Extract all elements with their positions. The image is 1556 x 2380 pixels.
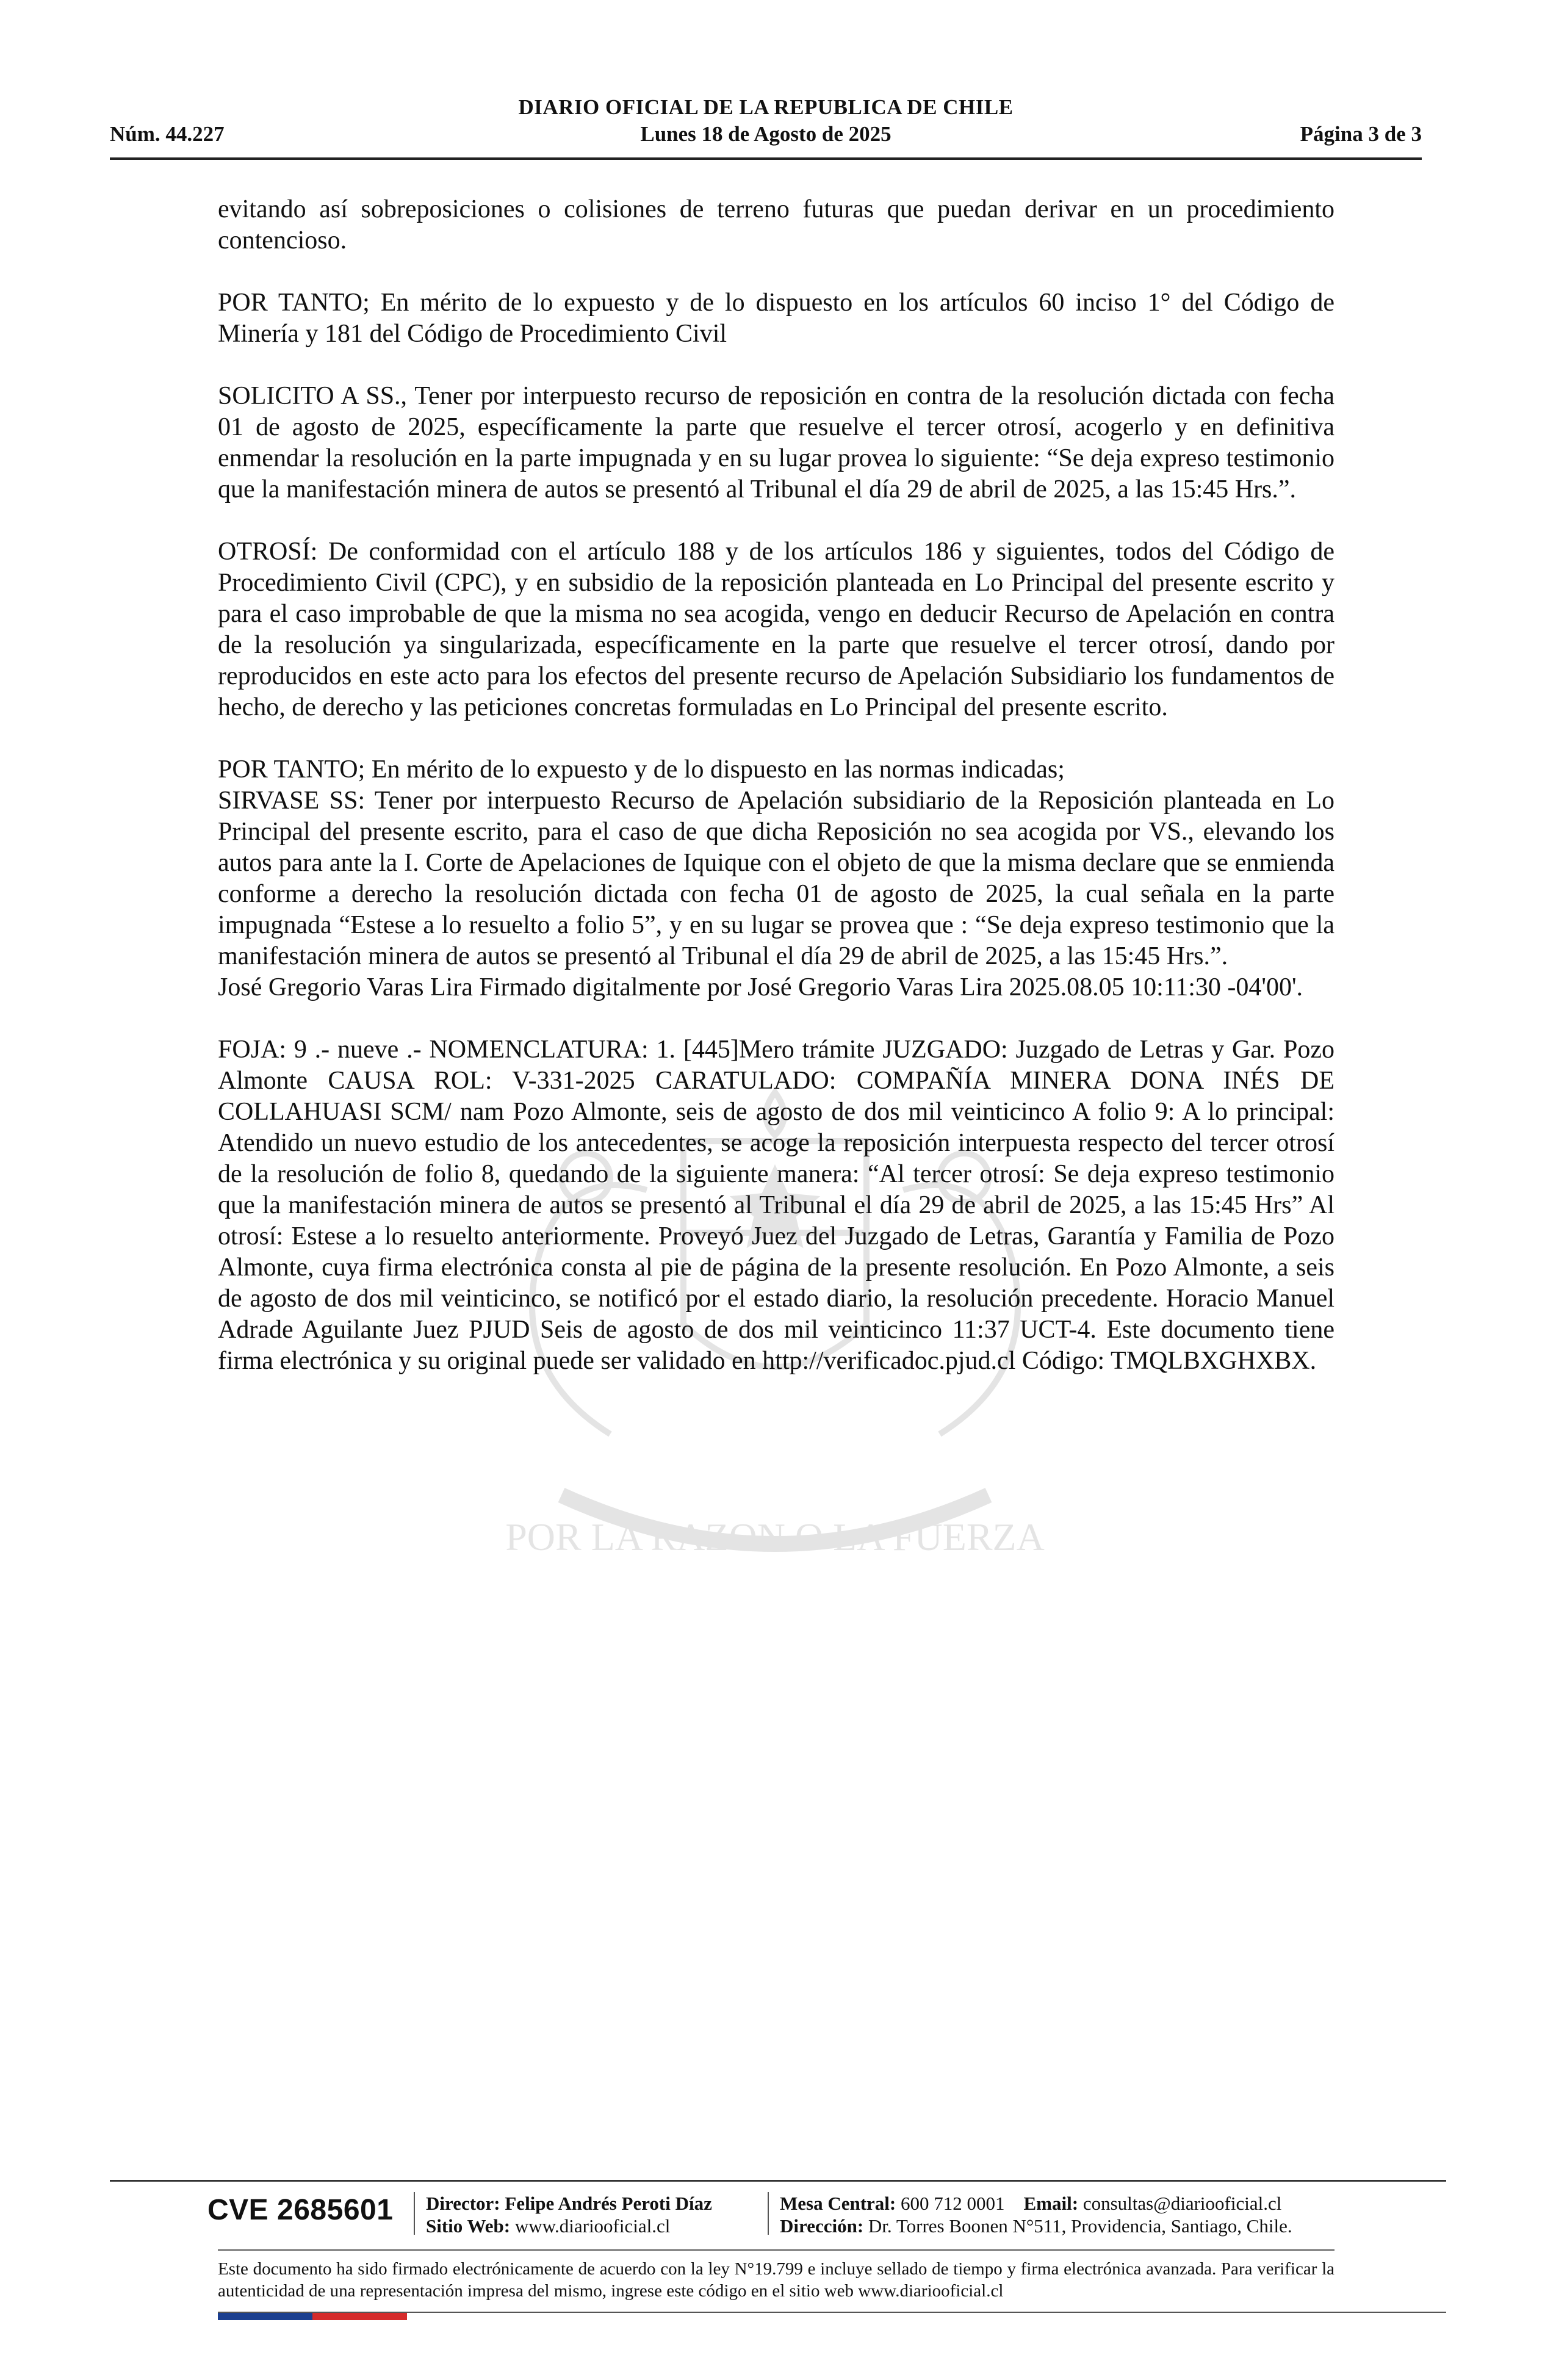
footer-director-block xyxy=(426,2192,712,2237)
email-link[interactable]: consultas@diariooficial.cl xyxy=(1082,2193,1282,2214)
director-name: Felipe Andrés Peroti Díaz xyxy=(505,2193,712,2214)
paragraph: SOLICITO A SS., Tener por interpuesto recurso de reposición en contra de la resolución dictada con fecha 01 de agosto de 2025, específicamente la parte que resuelve el tercer otrosí, acogerlo y en definitiva enmendar la resolución en la parte impugnada y en su lugar provea lo siguiente: “Se deja expreso testimonio que la manifestación minera de autos se presentó al Tribunal el día 29 de abril de 2025, a las 15:45 Hrs.”. xyxy=(218,382,1334,503)
footer-divider xyxy=(218,2249,1334,2251)
issue-number: Núm. 44.227 xyxy=(110,122,225,146)
director-label: Director: xyxy=(426,2193,500,2214)
document-body xyxy=(218,194,1334,1408)
email-label: Email: xyxy=(1023,2193,1079,2214)
watermark-motto: POR LA RAZON O LA FUERZA xyxy=(505,1515,1045,1559)
page-number: Página 3 de 3 xyxy=(1300,122,1422,146)
paragraph: OTROSÍ: De conformidad con el artículo 188 y de los artículos 186 y siguientes, todos del Código de Procedimiento Civil (CPC), y en subsidio de la reposición planteada en Lo Principal del presente escrito y para el caso improbable de que la misma no sea acogida, vengo en deducir Recurso de Apelación en contra de la resolución ya singularizada, específicamente en la parte que resuelve el tercer otrosí, dando por reproducidos en este acto para los efectos del presente recurso de Apelación Subsidiario los fundamentos de hecho, de derecho y las peticiones concretas formuladas en Lo Principal del presente escrito. xyxy=(218,538,1334,721)
paragraph: evitando así sobreposiciones o colisiones de terreno futuras que puedan derivar en un procedimiento contencioso. xyxy=(218,195,1334,254)
address-label: Dirección: xyxy=(780,2215,864,2237)
page-header xyxy=(110,92,1422,160)
flag-blue-segment xyxy=(218,2313,312,2320)
flag-red-segment xyxy=(312,2313,407,2320)
phone-value: 600 712 0001 xyxy=(901,2193,1005,2214)
paragraph: FOJA: 9 .- nueve .- NOMENCLATURA: 1. [445]Mero trámite JUZGADO: Juzgado de Letras y Gar. Pozo Almonte CAUSA ROL: V-331-2025 CARATULADO: COMPAÑÍA MINERA DONA INÉS DE COLLAHUASI SCM/ nam Pozo Almonte, seis de agosto de dos mil veinticinco A folio 9: A lo principal: Atendido un nuevo estudio de los antecedentes, se acoge la reposición interpuesta respecto del tercer otrosí de la resolución de folio 8, quedando de la siguiente manera: “Al tercer otrosí: Se deja expreso testimonio que la manifestación minera de autos se presentó al Tribunal el día 29 de abril de 2025, a las 15:45 Hrs” Al otrosí: Estese a lo resuelto anteriormente. Proveyó Juez del Juzgado de Letras, Garantía y Familia de Pozo Almonte, cuya firma electrónica consta al pie de página de la presente resolución. En Pozo Almonte, a seis de agosto de dos mil veinticinco, se notificó por el estado diario, la resolución precedente. Horacio Manuel Adrade Aguilante Juez PJUD Seis de agosto de dos mil veinticinco 11:37 UCT-4. Este documento tiene firma electrónica y su original puede ser validado en http://verificadoc.pjud.cl Código: TMQLBXGHXBX. xyxy=(218,1036,1334,1375)
website-link[interactable]: www.diariooficial.cl xyxy=(514,2215,671,2237)
cve-code: CVE 2685601 xyxy=(207,2194,394,2226)
phone-label: Mesa Central: xyxy=(780,2193,896,2214)
address-value: Dr. Torres Boonen N°511, Providencia, Santiago, Chile. xyxy=(868,2215,1292,2237)
website-label: Sitio Web: xyxy=(426,2215,511,2237)
paragraph: POR TANTO; En mérito de lo expuesto y de lo dispuesto en las normas indicadas; xyxy=(218,755,1065,784)
footer-disclaimer: Este documento ha sido firmado electrónicamente de acuerdo con la ley N°19.799 e incluye sellado de tiempo y firma electrónica avanzada. Para verificar la autenticidad de una representación impresa del mismo, ingrese este código en el sitio web www.diariooficial.cl xyxy=(218,2259,1334,2301)
footer-separator xyxy=(414,2192,415,2235)
footer-separator xyxy=(768,2192,769,2235)
footer-contact-block xyxy=(780,2192,1292,2237)
publication-title: DIARIO OFICIAL DE LA REPUBLICA DE CHILE xyxy=(518,95,1014,119)
paragraph: POR TANTO; En mérito de lo expuesto y de lo dispuesto en los artículos 60 inciso 1° del Código de Minería y 181 del Código de Procedimiento Civil xyxy=(218,289,1334,348)
signature-paragraph: José Gregorio Varas Lira Firmado digitalmente por José Gregorio Varas Lira 2025.08.05 10:11:30 -04'00'. xyxy=(218,973,1303,1001)
flag-color-bar xyxy=(218,2313,407,2320)
issue-date: Lunes 18 de Agosto de 2025 xyxy=(640,122,891,146)
paragraph: SIRVASE SS: Tener por interpuesto Recurso de Apelación subsidiario de la Reposición planteada en Lo Principal del presente escrito, para el caso de que dicha Reposición no sea acogida por VS., elevando los autos para ante la I. Corte de Apelaciones de Iquique con el objeto de que la misma declare que se enmienda conforme a derecho la resolución dictada con fecha 01 de agosto de 2025, la cual señala en la parte impugnada “Estese a lo resuelto a folio 5”, y en su lugar se provea que : “Se deja expreso testimonio que la manifestación minera de autos se presentó al Tribunal el día 29 de abril de 2025, a las 15:45 Hrs.”. xyxy=(218,787,1334,970)
footer-divider xyxy=(110,2180,1446,2182)
